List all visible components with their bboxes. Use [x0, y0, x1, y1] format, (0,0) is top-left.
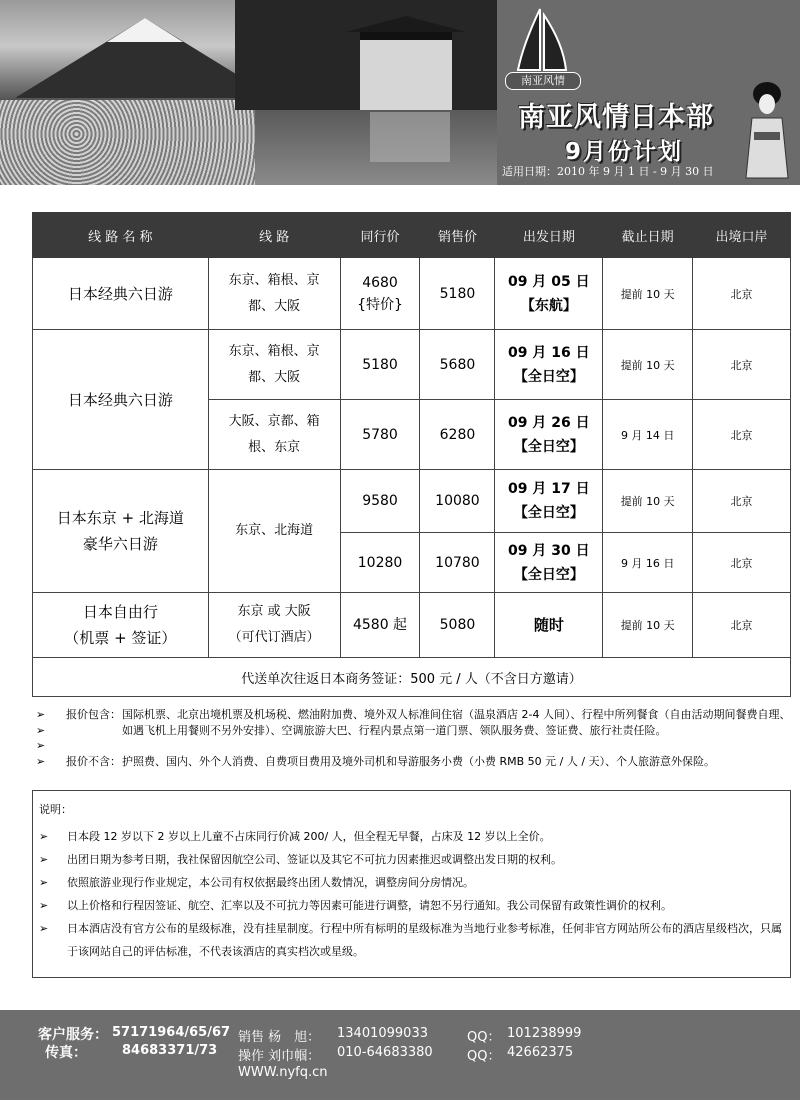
sales-qq: 101238999 — [507, 1026, 582, 1041]
route-name: 日本经典六日游 — [33, 330, 209, 470]
itinerary-table — [32, 212, 791, 697]
carrier: 【全日空】 — [513, 368, 584, 385]
sale-price: 5680 — [420, 330, 495, 400]
pavilion-reflection — [370, 112, 450, 162]
carrier: 【全日空】 — [513, 505, 584, 521]
depart-date — [495, 533, 603, 593]
col-deadline: 截止日期 — [603, 213, 693, 258]
fax-label: 传真： — [45, 1045, 87, 1061]
port: 北京 — [693, 470, 791, 533]
route-name-line1: 日本东京 + 北海道 — [56, 509, 184, 527]
deadline: 提前 10 天 — [603, 258, 693, 330]
route-cities — [208, 593, 340, 658]
depart-date — [495, 470, 603, 533]
date-value: 09 月 30 日 — [508, 542, 590, 559]
visa-notice: 代送单次往返日本商务签证：500 元 / 人（不含日方邀请） — [33, 658, 791, 697]
deadline: 提前 10 天 — [603, 330, 693, 400]
port: 北京 — [693, 258, 791, 330]
bullet-arrow-icon: ➢ — [36, 754, 46, 768]
route-name — [33, 593, 209, 658]
note-text: 出团日期为参考日期，我社保留因航空公司、签证以及其它不可抗力因素推迟或调整出发日期的权利。 — [67, 853, 562, 866]
col-route-name: 线 路 名 称 — [33, 213, 209, 258]
depart-date: 随时 — [495, 593, 603, 658]
list-item — [39, 848, 783, 871]
price-includes-section — [32, 707, 791, 769]
depart-date — [495, 258, 603, 330]
operator-phone: 010-64683380 — [337, 1045, 433, 1060]
col-route: 线 路 — [208, 213, 340, 258]
date-value: 09 月 05 日 — [508, 273, 590, 290]
col-peer-price: 同行价 — [340, 213, 420, 258]
bullet-arrow-icon: ➢ — [39, 922, 49, 935]
route-name-line1: 日本自由行 — [82, 603, 158, 621]
sale-price: 6280 — [420, 400, 495, 470]
excludes-row — [32, 754, 791, 770]
operator-label: 操作 刘巾帼： — [238, 1049, 321, 1064]
sale-price: 10780 — [420, 533, 495, 593]
japan-scenery-photo — [0, 0, 497, 185]
port: 北京 — [693, 533, 791, 593]
flower-field-image — [0, 100, 255, 185]
route-cities: 大阪、京都、箱根、东京 — [208, 400, 340, 470]
list-item — [39, 894, 783, 917]
route-line2: （可代订酒店） — [228, 630, 320, 645]
includes-text: 国际机票、北京出境机票及机场税、燃油附加费、境外双人标准间住宿（温泉酒店 2-4 人间）、行程中所列餐食（自由活动期间餐费自理、如遇飞机上用餐则不另外安排）、空调旅游大巴、行程内景点第一道门票、领队服务费、签证费、旅行社责任险。 — [122, 708, 791, 737]
sales-qq-label: QQ： — [467, 1030, 501, 1045]
peer-price: 9580 — [340, 470, 420, 533]
table-row — [33, 470, 791, 533]
col-depart-date: 出发日期 — [495, 213, 603, 258]
table-row — [33, 330, 791, 400]
table-header-row — [33, 213, 791, 258]
deadline: 9 月 16 日 — [603, 533, 693, 593]
list-item — [39, 825, 783, 848]
date-value: 09 月 16 日 — [508, 344, 590, 361]
depart-date — [495, 400, 603, 470]
notes-box — [32, 790, 791, 978]
geisha-icon — [742, 80, 792, 180]
port: 北京 — [693, 330, 791, 400]
sales-label: 销售 杨 旭： — [238, 1030, 321, 1045]
route-name-line2: 豪华六日游 — [82, 535, 158, 553]
peer-price-value: 4680 — [362, 274, 398, 291]
col-sale-price: 销售价 — [420, 213, 495, 258]
logo-text: 南亚风情 — [505, 72, 581, 90]
date-value: 09 月 26 日 — [508, 414, 590, 431]
excludes-label: 报价不含： — [66, 754, 121, 768]
sale-price: 5180 — [420, 258, 495, 330]
depart-date — [495, 330, 603, 400]
page-subtitle: 9月份计划 — [565, 139, 684, 165]
service-numbers: 57171964/65/67 — [112, 1025, 231, 1040]
note-text: 日本段 12 岁以下 2 岁以上儿童不占床同行价减 200/ 人，但全程无早餐，占床及 12 岁以上全价。 — [67, 830, 551, 843]
route-name-line2: （机票 + 签证） — [64, 629, 177, 647]
route-name — [33, 470, 209, 593]
includes-row — [32, 707, 791, 754]
page-title: 南亚风情日本部 — [518, 102, 714, 133]
golden-pavilion-image — [360, 30, 452, 110]
route-line1: 东京 或 大阪 — [237, 604, 311, 619]
carrier: 【全日空】 — [513, 438, 584, 455]
peer-price: 10280 — [340, 533, 420, 593]
bullet-arrow-icon: ➢ ➢ ➢ — [36, 708, 46, 752]
bullet-arrow-icon: ➢ — [39, 899, 49, 912]
peer-price: 5780 — [340, 400, 420, 470]
notes-heading: 说明： — [39, 803, 72, 816]
carrier: 【全日空】 — [513, 566, 584, 583]
col-port: 出境口岸 — [693, 213, 791, 258]
sales-phone: 13401099033 — [337, 1026, 428, 1041]
bullet-arrow-icon: ➢ — [39, 876, 49, 889]
includes-label: 报价包含： — [66, 708, 121, 721]
fax-number: 84683371/73 — [122, 1043, 218, 1058]
route-name: 日本经典六日游 — [33, 258, 209, 330]
date-value: 09 月 17 日 — [508, 481, 590, 497]
sale-price: 5080 — [420, 593, 495, 658]
bullet-arrow-icon: ➢ — [39, 830, 49, 843]
excludes-text: 护照费、国内、外个人消费、自费项目费用及境外司机和导游服务小费（小费 RMB 50 元 / 人 / 天）、个人旅游意外保险。 — [122, 754, 716, 768]
list-item — [39, 917, 783, 963]
port: 北京 — [693, 400, 791, 470]
peer-price-note: {特价} — [357, 296, 403, 313]
carrier: 【东航】 — [520, 297, 577, 314]
table-row — [33, 593, 791, 658]
valid-dates: 适用日期：2010 年 9 月 1 日 - 9 月 30 日 — [502, 165, 714, 178]
deadline: 提前 10 天 — [603, 470, 693, 533]
table-row — [33, 258, 791, 330]
route-cities: 东京、北海道 — [208, 470, 340, 593]
bullet-arrow-icon: ➢ — [39, 853, 49, 866]
list-item — [39, 871, 783, 894]
operator-qq-label: QQ： — [467, 1049, 501, 1064]
peer-price: 5180 — [340, 330, 420, 400]
port: 北京 — [693, 593, 791, 658]
note-text: 依照旅游业现行作业规定，本公司有权依据最终出团人数情况，调整房间分房情况。 — [67, 876, 474, 889]
service-label: 客户服务： — [38, 1027, 108, 1043]
sale-price: 10080 — [420, 470, 495, 533]
website-link[interactable]: WWW.nyfq.cn — [238, 1065, 328, 1080]
deadline: 提前 10 天 — [603, 593, 693, 658]
peer-price: 4580 起 — [340, 593, 420, 658]
deadline: 9 月 14 日 — [603, 400, 693, 470]
peer-price — [340, 258, 420, 330]
note-text: 以上价格和行程因签证、航空、汇率以及不可抗力等因素可能进行调整，请恕不另行通知。我公司保留有政策性调价的权利。 — [67, 899, 672, 912]
route-cities: 东京、箱根、京都、大阪 — [208, 330, 340, 400]
route-cities: 东京、箱根、京都、大阪 — [208, 258, 340, 330]
mount-fuji-snowcap — [107, 18, 183, 42]
operator-qq: 42662375 — [507, 1045, 574, 1060]
note-text: 日本酒店没有官方公布的星级标准，没有挂星制度。行程中所有标明的星级标准为当地行业参考标准，任何非官方网站所公布的酒店星级档次，只属于该网站自己的评估标准，不代表该酒店的真实档次或星级。 — [67, 922, 782, 958]
table-row — [33, 658, 791, 697]
